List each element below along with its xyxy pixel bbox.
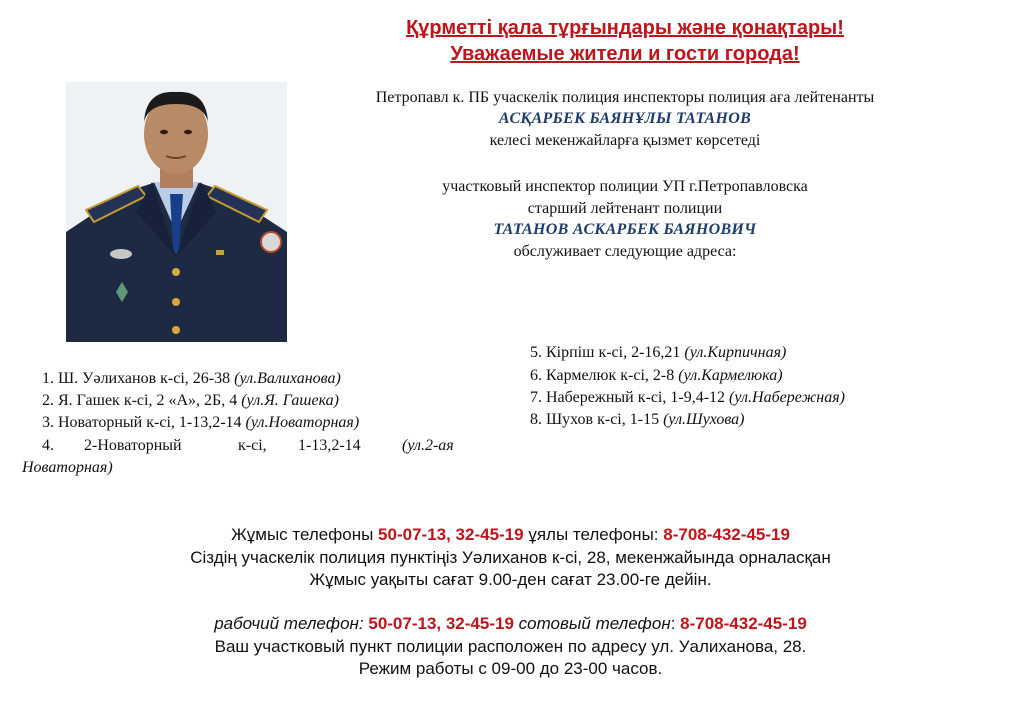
- address-item: [530, 410, 744, 430]
- mobile-phone-label: сотовый телефон: [513, 614, 671, 633]
- work-phone-label: Жұмыс телефоны: [231, 525, 379, 544]
- address-number: 5.: [530, 344, 542, 361]
- contact-phones-ru: [0, 613, 1021, 635]
- address-text: Шухов к-сі, 1-15: [546, 411, 660, 428]
- address-ru: (ул.Шухова): [663, 411, 745, 428]
- officer-name-ru: ТАТАНОВ АСКАРБЕК БАЯНОВИЧ: [493, 221, 757, 238]
- mobile-phone-label: ұялы телефоны:: [523, 525, 664, 544]
- address-item: [42, 369, 341, 389]
- office-address-kk: Сіздің учаскелік полиция пунктіңіз Уәлиханов к-сі, 28, мекенжайында орналасқан: [190, 548, 831, 567]
- address-item: [530, 388, 845, 408]
- address-ru: (ул.Я. Гашека): [241, 392, 340, 409]
- address-ru: (ул.Кармелюка): [678, 367, 783, 384]
- address-text: Я. Гашек к-сі, 2 «А», 2Б, 4: [58, 392, 238, 409]
- address-street: 2-Новаторный: [84, 437, 182, 454]
- intro-kk-serves: келесі мекенжайларға қызмет көрсетеді: [489, 132, 761, 149]
- working-hours-ru: Режим работы с 09-00 до 23-00 часов.: [358, 659, 663, 678]
- address-number: 3.: [42, 414, 54, 431]
- intro-ru-serves: обслуживает следующие адреса:: [513, 243, 737, 260]
- address-number: 1.: [42, 370, 54, 387]
- address-ru-continued: Новаторная): [22, 459, 113, 476]
- address-number: 4.: [42, 437, 54, 454]
- address-item: [530, 366, 783, 386]
- address-text: Набережный к-сі, 1-9,4-12: [546, 389, 726, 406]
- contact-phones-kk: [0, 524, 1021, 546]
- office-address-ru: Ваш участковый пункт полиции расположен по адресу ул. Уалиханова, 28.: [214, 637, 807, 656]
- intro-kk-position: Петропавл к. ПБ учаскелік полиция инспекторы полиция аға лейтенанты: [375, 89, 875, 106]
- greeting-kazakh: Құрметті қала тұрғындары және қонақтары!: [406, 17, 844, 39]
- address-number: 8.: [530, 411, 542, 428]
- address-numbers: 1-13,2-14: [298, 437, 361, 454]
- mobile-phone-number: 8-708-432-45-19: [680, 614, 807, 633]
- address-number: 2.: [42, 392, 54, 409]
- greeting-russian: Уважаемые жители и гости города!: [450, 43, 800, 65]
- address-text: Кармелюк к-сі, 2-8: [546, 367, 675, 384]
- address-item: [530, 343, 786, 363]
- work-phone-numbers: 50-07-13, 32-45-19: [378, 525, 524, 544]
- address-ru: (ул.Валиханова): [234, 370, 341, 387]
- officer-name-kk: АСҚАРБЕК БАЯНҰЛЫ ТАТАНОВ: [498, 110, 752, 127]
- address-item-4-continued: [22, 458, 113, 478]
- address-text: Ш. Уәлиханов к-сі, 26-38: [58, 370, 231, 387]
- work-phone-label: рабочий телефон:: [214, 614, 369, 633]
- address-ru: (ул.Набережная): [729, 389, 845, 406]
- address-item: [42, 413, 359, 433]
- address-ru: (ул.2-ая: [402, 437, 454, 454]
- address-text: Новаторный к-сі, 1-13,2-14: [58, 414, 242, 431]
- address-ru: (ул.Новаторная): [245, 414, 360, 431]
- work-phone-numbers: 50-07-13, 32-45-19: [368, 614, 514, 633]
- mobile-phone-number: 8-708-432-45-19: [663, 525, 790, 544]
- intro-ru-rank: старший лейтенант полиции: [527, 200, 723, 217]
- address-number: 7.: [530, 389, 542, 406]
- intro-ru-position: участковый инспектор полиции УП г.Петропавловска: [442, 178, 808, 195]
- address-item: [42, 391, 339, 411]
- address-text: Кірпіш к-сі, 2-16,21: [546, 344, 681, 361]
- working-hours-kk: Жұмыс уақыты сағат 9.00-ден сағат 23.00-ге дейін.: [309, 570, 712, 589]
- address-ru: (ул.Кирпичная): [684, 344, 787, 361]
- address-ks: к-сі,: [238, 437, 267, 454]
- mobile-phone-colon: :: [670, 614, 681, 633]
- address-number: 6.: [530, 367, 542, 384]
